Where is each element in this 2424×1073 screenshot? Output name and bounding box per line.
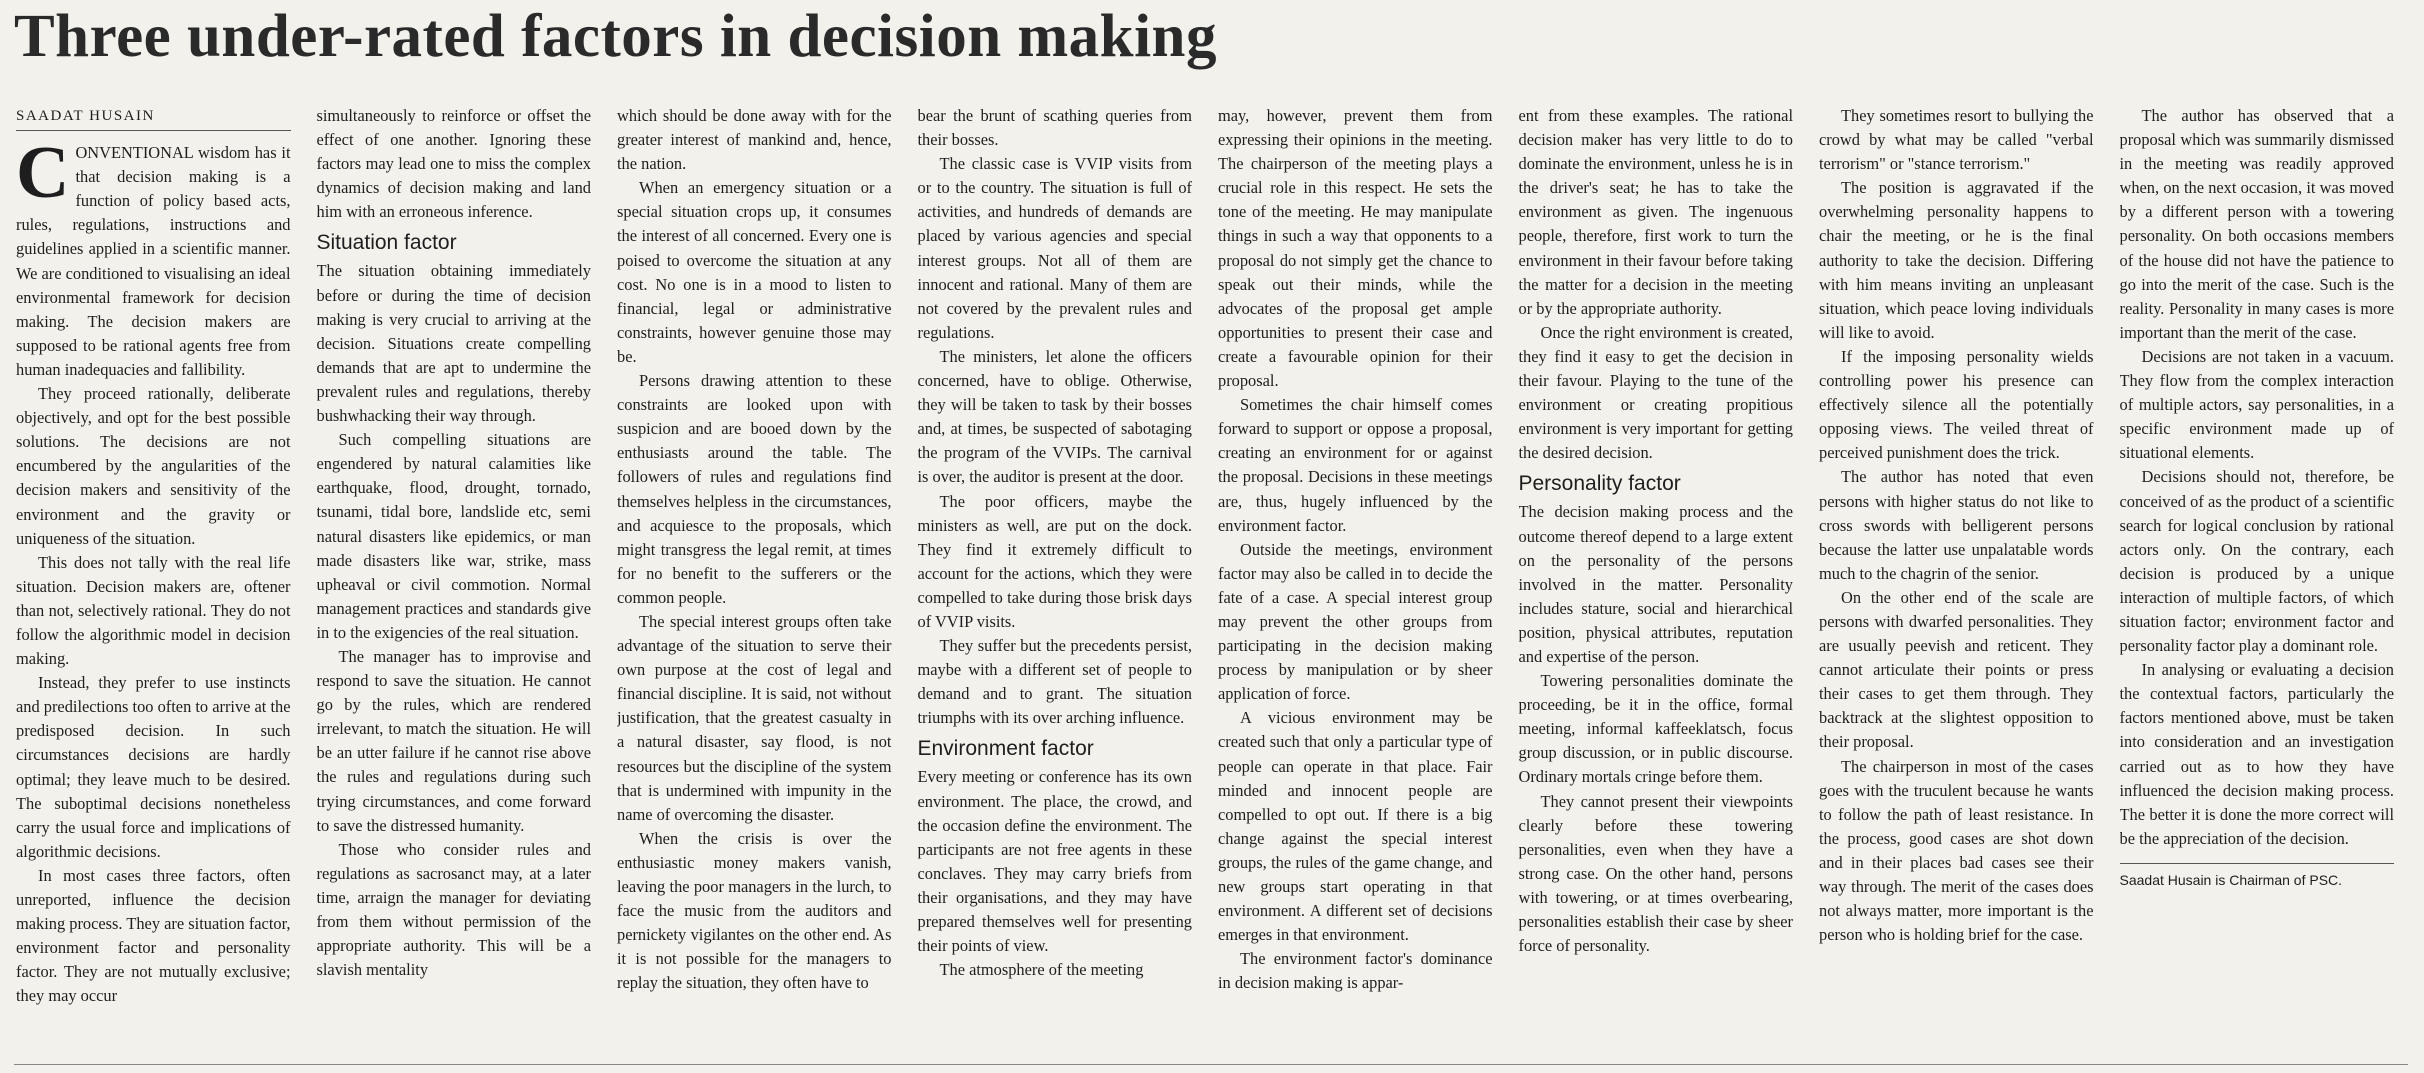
paragraph: ent from these examples. The rational decision maker has very little to do to dominate the environment, unless he is in the driver's seat; he has to take the environment as given. The ingenuous people, therefore, first work to turn the environment in their favour before taking the matter for a decision in the meeting or by the appropriate authority. (1518, 106, 1793, 318)
paragraph: The atmosphere of the meeting (939, 960, 1144, 980)
paragraph: The position is aggravated if the overwhelming personality happens to chair the meeting, or he is the final authority to take the decision. Differing with him means inviting an unpleasant situation, which peace loving individuals will like to avoid. (1819, 178, 2094, 342)
column-7 (1819, 104, 2094, 1059)
paragraph: They sometimes resort to bullying the crowd by what may be called "verbal terrorism" or "stance terrorism." (1819, 106, 2094, 174)
article-body (16, 104, 2394, 1059)
section-heading-situation: Situation factor (316, 231, 457, 255)
paragraph: Sometimes the chair himself comes forward to support or oppose a proposal, creating an environment for or against the proposal. Decisions in these meetings are, thus, hugely influenced by the environment factor. (1218, 395, 1493, 535)
paragraph: They suffer but the precedents persist, maybe with a different set of people to demand and to grant. The situation triumphs with its over arching influence. (917, 636, 1192, 728)
column-2 (317, 104, 592, 1059)
paragraph: simultaneously to reinforce or offset the effect of one another. Ignoring these factors may lead one to miss the complex dynamics of decision making and land him with an erroneous inference. (316, 106, 591, 222)
paragraph: A vicious environment may be created such that only a particular type of people can operate in that place. Fair minded and innocent people are compelled to opt out. If there is a big change against the special interest groups, the rules of the game change, and new groups start operating in that environment. A different set of decisions emerges in that environment. (1218, 708, 1493, 945)
section-heading-environment: Environment factor (917, 737, 1094, 761)
paragraph: may, however, prevent them from expressing their opinions in the meeting. The chairperson of the meeting plays a crucial role in this respect. He sets the tone of the meeting. He may manipulate things in such a way that opponents to a proposal do not simply get the chance to speak out their minds, while the advocates of the proposal get ample opportunities to present their case and create a favourable opinion for their proposal. (1218, 106, 1493, 391)
paragraph: The ministers, let alone the officers concerned, have to oblige. Otherwise, they will be taken to task by their bosses and, at times, be suspected of sabotaging the program of the VVIPs. The carnival is over, the auditor is present at the door. (917, 346, 1192, 487)
paragraph: On the other end of the scale are persons with dwarfed personalities. They are usually peevish and reticent. They cannot articulate their points or press their cases to get them through. They backtrack at the slightest opposition to their proposal. (1819, 587, 2094, 752)
column-5 (1218, 104, 1493, 1059)
paragraph: In analysing or evaluating a decision the contextual factors, particularly the factors mentioned above, must be taken into consideration and an investigation carried out as to how they have influenced the decision making process. The better it is done the more correct will be the appreciation of the decision. (2119, 660, 2394, 848)
paragraph: Instead, they prefer to use instincts and predilections too often to arrive at the predisposed decision. In such circumstances decisions are hardly optimal; they leave much to be desired. The suboptimal decisions nonetheless carry the usual force and implications of algorithmic decisions. (16, 673, 291, 861)
paragraph: The chairperson in most of the cases goes with the truculent because he wants to follow the path of least resistance. In the process, good cases are shot down and in their places bad cases see their way through. The merit of the cases does not always matter, more important is the person who is holding brief for the case. (1819, 756, 2094, 945)
bottom-rule (14, 1064, 2408, 1065)
paragraph: The classic case is VVIP visits from or to the country. The situation is full of activities, and hundreds of demands are placed by various agencies and special interest groups. Not all of them are innocent and rational. Many of them are not covered by the prevalent rules and regulations. (917, 154, 1192, 342)
paragraph: Those who consider rules and regulations as sacrosanct may, at a later time, arraign the manager for deviating from them without permission of the appropriate authority. This will be a slavish mentality (316, 839, 591, 980)
paragraph: The author has noted that even persons with higher status do not like to cross swords with belligerent persons because the latter use unpalatable words much to the chagrin of the senior. (1819, 467, 2094, 583)
paragraph: The situation obtaining immediately before or during the time of decision making is very crucial to arriving at the decision. Situations create compelling demands that are apt to undermine the prevalent rules and regulations, thereby bushwhacking their way through. (316, 261, 591, 426)
paragraph: The environment factor's dominance in decision making is appar- (1218, 949, 1493, 993)
paragraph: Decisions are not taken in a vacuum. They flow from the complex interaction of multiple actors, say personalities, in a specific environment made up of situational elements. (2119, 346, 2394, 463)
section-heading-personality: Personality factor (1518, 472, 1681, 496)
paragraph: which should be done away with for the greater interest of mankind and, hence, the nation. (617, 106, 892, 174)
paragraph: Persons drawing attention to these constraints are looked upon with suspicion and are booed down by the enthusiasts around the table. The followers of rules and regulations find themselves helpless in the circumstances, and acquiesce to the proposals, which might transgress the legal remit, at times for no benefit to the sufferers or the common people. (617, 371, 892, 607)
column-6 (1519, 104, 1794, 1059)
column-1 (16, 104, 291, 1059)
paragraph: Towering personalities dominate the proceeding, be it in the office, formal meeting, informal kaffeeklatsch, focus group discussion, or in public discourse. Ordinary mortals cringe before them. (1518, 671, 1793, 787)
paragraph: If the imposing personality wields controlling power his presence can effectively silence all the potentially opposing views. The veiled threat of perceived punishment does the trick. (1819, 346, 2094, 463)
paragraph: When an emergency situation or a special situation crops up, it consumes the interest of all concerned. Every one is poised to overcome the situation at any cost. No one is in a mood to listen to financial, legal or administrative constraints, however genuine those may be. (617, 178, 892, 366)
paragraph: Such compelling situations are engendered by natural calamities like earthquake, flood, drought, tornado, tsunami, tidal bore, landslide etc, semi natural disasters like epidemics, or man made disasters like war, strike, mass upheaval or civil commotion. Normal management practices and standards give in to the exigencies of the real situation. (316, 430, 591, 642)
paragraph: Once the right environment is created, they find it easy to get the decision in their favour. Playing to the tune of the environment or creating propitious environment is very important for getting the desired decision. (1518, 322, 1793, 463)
paragraph: When the crisis is over the enthusiastic money makers vanish, leaving the poor managers in the lurch, to face the music from the auditors and pernickety vigilantes on the other end. As it is not possible for the managers to replay the situation, they often have to (617, 828, 892, 993)
paragraph: The decision making process and the outcome thereof depend to a large extent on the personality of the persons involved in the matter. Personality includes stature, social and hierarchical position, physical attributes, reputation and expertise of the person. (1518, 502, 1793, 666)
paragraph: The manager has to improvise and respond to save the situation. He cannot go by the rules, which are rendered irrelevant, to match the situation. He will be an utter failure if he cannot rise above the rules and regulations during such trying circumstances, and come forward to save the distressed humanity. (316, 646, 591, 835)
paragraph: The author has observed that a proposal which was summarily dismissed in the meeting was readily approved when, on the next occasion, it was moved by a different person with a towering personality. On both occasions members of the house did not have the patience to go into the merit of the case. Such is the reality. Personality in many cases is more important than the merit of the case. (2119, 106, 2394, 342)
column-4 (918, 104, 1193, 1059)
paragraph: Outside the meetings, environment factor may also be called in to decide the fate of a case. A special interest group may prevent the other groups from participating in the decision making process by manipulation or by sheer application of force. (1218, 539, 1493, 704)
paragraph: In most cases three factors, often unreported, influence the decision making process. They are situation factor, environment factor and personality factor. They are not mutually exclusive; they may occur (16, 865, 291, 1006)
paragraph: The poor officers, maybe the ministers as well, are put on the dock. They find it extremely difficult to account for the actions, which they were compelled to take during those brisk days of VVIP visits. (917, 491, 1192, 631)
paragraph: This does not tally with the real life situation. Decision makers are, oftener than not, selectively rational. They do not follow the algorithmic model in decision making. (16, 552, 291, 669)
author-credit: Saadat Husain is Chairman of PSC. (2120, 863, 2395, 892)
column-8 (2120, 104, 2395, 1059)
drop-cap: C (16, 132, 70, 215)
paragraph: CONVENTIONAL wisdom has it that decision making is a function of policy based acts, rules, regulations, instructions and guidelines applied in a scientific manner. We are conditioned to visualising an ideal environmental framework for decision making. The decision makers are supposed to be rational agents free from human inadequacies and fallibility. (16, 132, 291, 379)
column-3 (617, 104, 892, 1059)
paragraph: The special interest groups often take advantage of the situation to serve their own purpose at the cost of legal and financial discipline. It is said, not without justification, that the greatest casualty in a natural disaster, say flood, is not resources but the discipline of the system that is undermined with impunity in the name of overcoming the disaster. (617, 611, 892, 824)
paragraph: bear the brunt of scathing queries from their bosses. (917, 106, 1192, 150)
headline: Three under-rated factors in decision making (14, 3, 1217, 70)
byline: SAADAT HUSAIN (16, 104, 291, 131)
paragraph: They proceed rationally, deliberate objectively, and opt for the best possible solutions. The decisions are not encumbered by the angularities of the decision makers and sensitivity of the environment and the gravity or uniqueness of the situation. (16, 384, 291, 548)
paragraph: Decisions should not, therefore, be conceived of as the product of a scientific search for logical conclusion by rational actors only. On the contrary, each decision is produced by a unique interaction of multiple factors, of which situation factor; environment factor and personality factor play a dominant role. (2119, 467, 2394, 656)
paragraph: Every meeting or conference has its own environment. The place, the crowd, and the occasion define the environment. The participants are not free agents in these conclaves. They may carry briefs from their organisations, and they may have prepared themselves well for presenting their points of view. (917, 767, 1192, 956)
paragraph: They cannot present their viewpoints clearly before these towering personalities, even when they have a strong case. On the other hand, persons with towering, or at times overbearing, personalities establish their case by sheer force of personality. (1518, 791, 1793, 956)
